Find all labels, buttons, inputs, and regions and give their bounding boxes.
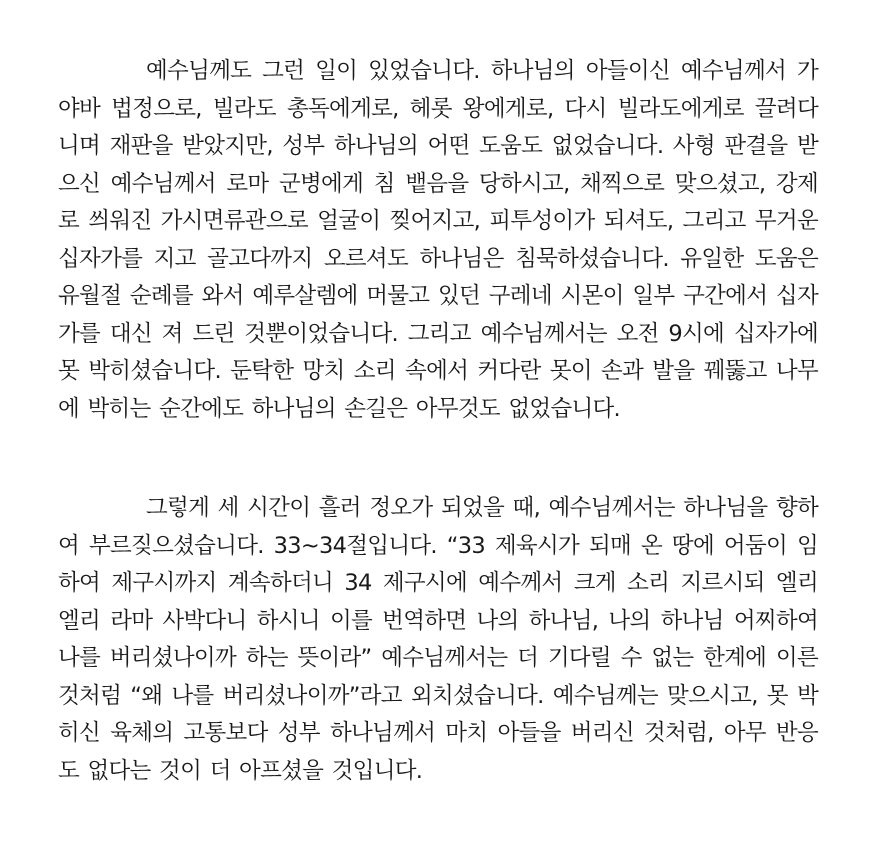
paragraph-2: 그렇게 세 시간이 흘러 정오가 되었을 때, 예수님께서는 하나님을 향하여 부르짖으셨습니다. 33~34절입니다. “33 제육시가 되매 온 땅에 어둠이 임하여 제구시까지 계속하더니 34 제구시에 예수께서 크게 소리 지르시되 엘리 엘리 라마 사박다니 하시니 이를 번역하면 나의 하나님, 나의 하나님 어찌하여 나를 버리셨나이까 하는 뜻이라” 예수님께서는 더 기다릴 수 없는 한계에 이른 것처럼 “왜 나를 버리셨나이까”라고 외치셨습니다. 예수님께는 맞으시고, 못 박히신 육체의 고통보다 성부 하나님께서 마치 아들을 버리신 것처럼, 아무 반응도 없다는 것이 더 아프셨을 것입니다. [58,495,818,784]
paragraph-1: 예수님께도 그런 일이 있었습니다. 하나님의 아들이신 예수님께서 가야바 법정으로, 빌라도 총독에게로, 헤롯 왕에게로, 다시 빌라도에게로 끌려다니며 재판을 받았지만, 성부 하나님의 어떤 도움도 없었습니다. 사형 판결을 받으신 예수님께서 로마 군병에게 침 뱉음을 당하시고, 채찍으로 맞으셨고, 강제로 씌워진 가시면류관으로 얼굴이 찢어지고, 피투성이가 되셔도, 그리고 무거운 십자가를 지고 골고다까지 오르셔도 하나님은 침묵하셨습니다. 유일한 도움은 유월절 순례를 와서 예루살렘에 머물고 있던 구레네 시몬이 일부 구간에서 십자가를 대신 져 드린 것뿐이었습니다. 그리고 예수님께서는 오전 9시에 십자가에 못 박히셨습니다. 둔탁한 망치 소리 속에서 커다란 못이 손과 발을 꿰뚫고 나무에 박히는 순간에도 하나님의 손길은 아무것도 없었습니다. [58,58,818,422]
